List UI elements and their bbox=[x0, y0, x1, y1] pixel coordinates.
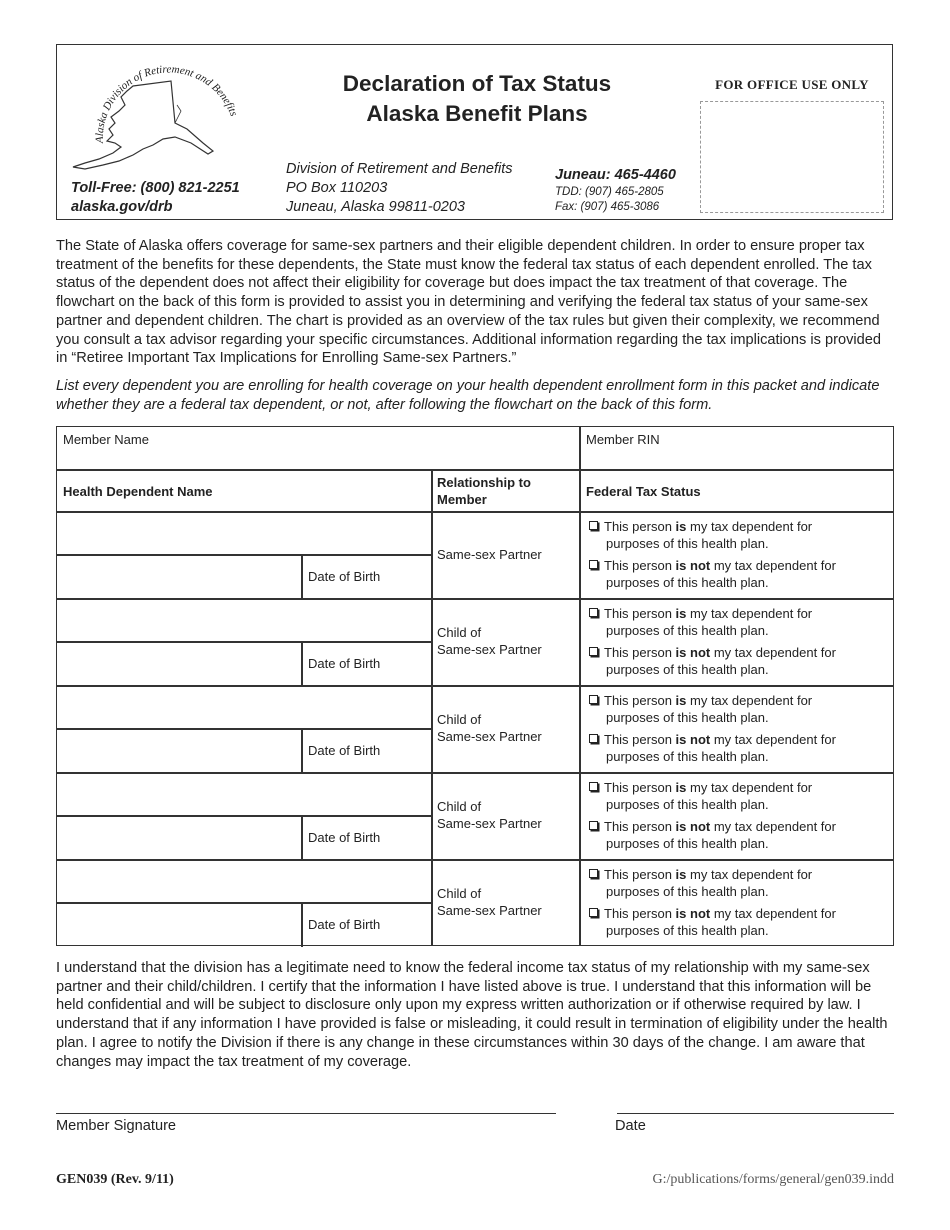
address-line-1: Division of Retirement and Benefits bbox=[286, 161, 513, 177]
option-emphasis: is not bbox=[675, 906, 711, 921]
header-dependent-name: Health Dependent Name bbox=[63, 484, 213, 499]
option-text: my tax dependent for bbox=[710, 645, 836, 660]
tax-dependent-yes-option[interactable] bbox=[589, 692, 889, 726]
form-title bbox=[287, 69, 667, 129]
header-relationship-line-2: Member bbox=[437, 492, 487, 507]
relationship-label bbox=[437, 798, 542, 832]
option-text: This person bbox=[604, 558, 676, 573]
dependent-extra-field[interactable] bbox=[57, 729, 301, 772]
relationship-line-1: Child of bbox=[437, 886, 482, 901]
relationship-label bbox=[437, 546, 542, 563]
phone-numbers bbox=[555, 166, 676, 215]
option-emphasis: is not bbox=[675, 558, 711, 573]
dependent-extra-field[interactable] bbox=[57, 903, 301, 946]
tax-dependent-no-option[interactable] bbox=[589, 644, 889, 678]
option-emphasis: is bbox=[675, 519, 687, 534]
attestation-paragraph: I understand that the division has a legitimate need to know the federal income tax status of my relationship with my same-sex partner and their child/children. I certify that the information I have listed above is true. I understand that this information will be held confidential and will be subject to disclosure only upon my express written authorization or if otherwise required by law. I understand that if any information I have provided is false or misleading, it could result in termination of eligibility under the health plan. I agree to notify the Division if there is any change in these circumstances within 30 days of the change. I am aware that changes may impact the tax treatment of my coverage. bbox=[56, 960, 888, 1070]
website-link[interactable]: alaska.gov/drb bbox=[71, 199, 173, 215]
option-continuation: purposes of this health plan. bbox=[606, 662, 769, 677]
option-text: This person bbox=[604, 732, 676, 747]
option-text: my tax dependent for bbox=[686, 867, 813, 882]
member-rin-field[interactable] bbox=[581, 427, 893, 469]
date-of-birth-field[interactable] bbox=[303, 903, 431, 946]
tax-dependent-no-option[interactable] bbox=[589, 905, 889, 939]
option-continuation: purposes of this health plan. bbox=[606, 710, 769, 725]
date-of-birth-field[interactable] bbox=[303, 555, 431, 598]
dependent-name-field[interactable] bbox=[57, 860, 431, 902]
checkbox-icon[interactable] bbox=[589, 647, 598, 656]
option-text: my tax dependent for bbox=[686, 606, 813, 621]
date-of-birth-label: Date of Birth bbox=[308, 569, 381, 584]
checkbox-icon[interactable] bbox=[589, 695, 598, 704]
relationship-line-1: Child of bbox=[437, 799, 482, 814]
date-line[interactable] bbox=[617, 1113, 894, 1114]
tax-dependent-no-option[interactable] bbox=[589, 818, 889, 852]
file-path: G:/publications/forms/general/gen039.indd bbox=[652, 1172, 894, 1187]
option-text: This person bbox=[604, 819, 676, 834]
relationship-line-2: Same-sex Partner bbox=[437, 903, 542, 918]
option-text: my tax dependent for bbox=[686, 519, 813, 534]
option-text: my tax dependent for bbox=[710, 906, 836, 921]
relationship-label bbox=[437, 885, 542, 919]
checkbox-icon[interactable] bbox=[589, 782, 598, 791]
relationship-line-1: Same-sex Partner bbox=[437, 547, 542, 562]
option-continuation: purposes of this health plan. bbox=[606, 575, 769, 590]
tax-dependent-yes-option[interactable] bbox=[589, 605, 889, 639]
checkbox-icon[interactable] bbox=[589, 734, 598, 743]
option-text: This person bbox=[604, 780, 676, 795]
checkbox-icon[interactable] bbox=[589, 608, 598, 617]
juneau-phone: Juneau: 465-4460 bbox=[555, 167, 676, 183]
checkbox-icon[interactable] bbox=[589, 908, 598, 917]
option-text: my tax dependent for bbox=[710, 558, 836, 573]
member-signature-label: Member Signature bbox=[56, 1118, 177, 1134]
option-emphasis: is bbox=[675, 606, 687, 621]
contact-info bbox=[71, 179, 240, 217]
checkbox-icon[interactable] bbox=[589, 869, 598, 878]
toll-free-number: Toll-Free: (800) 821-2251 bbox=[71, 180, 240, 196]
member-signature-line[interactable] bbox=[56, 1113, 556, 1114]
office-use-box bbox=[700, 101, 884, 213]
option-text: my tax dependent for bbox=[686, 780, 813, 795]
relationship-line-1: Child of bbox=[437, 625, 482, 640]
option-emphasis: is bbox=[675, 867, 687, 882]
member-name-label: Member Name bbox=[63, 432, 149, 447]
tax-dependent-yes-option[interactable] bbox=[589, 779, 889, 813]
option-emphasis: is bbox=[675, 693, 687, 708]
checkbox-icon[interactable] bbox=[589, 821, 598, 830]
dependent-name-field[interactable] bbox=[57, 512, 431, 554]
relationship-line-1: Child of bbox=[437, 712, 482, 727]
option-continuation: purposes of this health plan. bbox=[606, 884, 769, 899]
instruction-paragraph: List every dependent you are enrolling for health coverage on your health dependent enrollment form in this packet and indicate whether they are a federal tax dependent, or not, after following the flowchart on the back of this form. bbox=[56, 378, 880, 413]
date-of-birth-field[interactable] bbox=[303, 816, 431, 859]
address-line-2: PO Box 110203 bbox=[286, 180, 388, 196]
date-of-birth-label: Date of Birth bbox=[308, 743, 381, 758]
svg-text:Alaska Division of Retirement bbox=[94, 63, 240, 144]
option-continuation: purposes of this health plan. bbox=[606, 923, 769, 938]
option-continuation: purposes of this health plan. bbox=[606, 623, 769, 638]
dependent-extra-field[interactable] bbox=[57, 816, 301, 859]
dependent-extra-field[interactable] bbox=[57, 555, 301, 598]
option-text: my tax dependent for bbox=[686, 693, 813, 708]
title-line-2: Alaska Benefit Plans bbox=[366, 101, 588, 126]
option-emphasis: is not bbox=[675, 732, 711, 747]
header-relationship-line-1: Relationship to bbox=[437, 475, 531, 490]
address-line-3: Juneau, Alaska 99811-0203 bbox=[286, 199, 465, 215]
option-text: This person bbox=[604, 519, 676, 534]
relationship-label bbox=[437, 624, 542, 658]
relationship-line-2: Same-sex Partner bbox=[437, 729, 542, 744]
form-id: GEN039 (Rev. 9/11) bbox=[56, 1172, 174, 1187]
dependent-extra-field[interactable] bbox=[57, 642, 301, 685]
option-continuation: purposes of this health plan. bbox=[606, 749, 769, 764]
option-emphasis: is bbox=[675, 780, 687, 795]
option-emphasis: is not bbox=[675, 819, 711, 834]
logo-text: Alaska Division of Retirement and Benefits bbox=[93, 63, 240, 144]
date-of-birth-label: Date of Birth bbox=[308, 656, 381, 671]
relationship-line-2: Same-sex Partner bbox=[437, 816, 542, 831]
fax-number: Fax: (907) 465-3086 bbox=[555, 201, 660, 213]
header-tax-status: Federal Tax Status bbox=[586, 484, 701, 499]
option-text: This person bbox=[604, 606, 676, 621]
option-text: my tax dependent for bbox=[710, 819, 836, 834]
tax-dependent-no-option[interactable] bbox=[589, 731, 889, 765]
option-text: This person bbox=[604, 906, 676, 921]
office-use-label: FOR OFFICE USE ONLY bbox=[715, 77, 869, 92]
date-of-birth-field[interactable] bbox=[303, 729, 431, 772]
mailing-address bbox=[286, 160, 512, 217]
option-text: This person bbox=[604, 693, 676, 708]
dependent-name-field[interactable] bbox=[57, 773, 431, 815]
option-text: This person bbox=[604, 867, 676, 882]
option-continuation: purposes of this health plan. bbox=[606, 836, 769, 851]
header-relationship bbox=[437, 474, 531, 508]
form-header bbox=[56, 44, 893, 220]
checkbox-icon[interactable] bbox=[589, 521, 598, 530]
option-continuation: purposes of this health plan. bbox=[606, 797, 769, 812]
option-continuation: purposes of this health plan. bbox=[606, 536, 769, 551]
tax-dependent-yes-option[interactable] bbox=[589, 518, 889, 552]
title-line-1: Declaration of Tax Status bbox=[342, 71, 612, 96]
tdd-number: TDD: (907) 465-2805 bbox=[555, 186, 664, 198]
date-of-birth-label: Date of Birth bbox=[308, 917, 381, 932]
member-name-field[interactable] bbox=[57, 427, 579, 469]
date-of-birth-label: Date of Birth bbox=[308, 830, 381, 845]
option-text: my tax dependent for bbox=[710, 732, 836, 747]
tax-dependent-yes-option[interactable] bbox=[589, 866, 889, 900]
date-label: Date bbox=[615, 1118, 646, 1134]
option-emphasis: is not bbox=[675, 645, 711, 660]
relationship-line-2: Same-sex Partner bbox=[437, 642, 542, 657]
alaska-logo-icon bbox=[63, 51, 263, 176]
member-rin-label: Member RIN bbox=[586, 432, 660, 447]
dependent-name-field[interactable] bbox=[57, 599, 431, 641]
intro-paragraph: The State of Alaska offers coverage for same-sex partners and their eligible dependent children. In order to ensure proper tax treatment of the benefits for these dependents, the State must know the federal tax status of each dependent enrolled. The tax status of the dependent does not affect their eligibility for coverage but does impact the tax treatment of that coverage. The flowchart on the back of this form is provided to assist you in determining and verifying the federal tax status of your same-sex partner and dependent children. The chart is provided as an overview of the tax rules but given their complexity, we recommend you consult a tax advisor regarding your specific circumstances. Additional information regarding the tax implications is provided in “Retiree Important Tax Implications for Enrolling Same-sex Partners.” bbox=[56, 238, 881, 367]
dependent-name-field[interactable] bbox=[57, 686, 431, 728]
tax-dependent-no-option[interactable] bbox=[589, 557, 889, 591]
option-text: This person bbox=[604, 645, 676, 660]
dependent-table bbox=[56, 426, 894, 946]
checkbox-icon[interactable] bbox=[589, 560, 598, 569]
relationship-label bbox=[437, 711, 542, 745]
date-of-birth-field[interactable] bbox=[303, 642, 431, 685]
